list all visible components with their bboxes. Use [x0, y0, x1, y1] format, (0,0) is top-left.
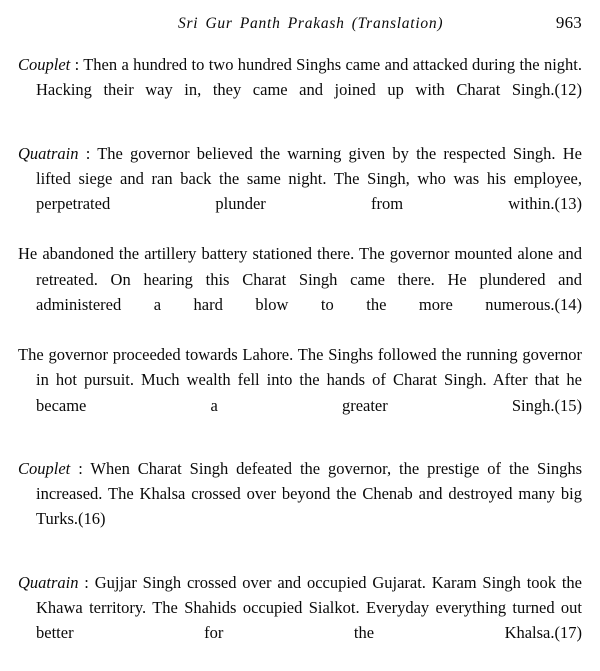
verse-paragraph	[18, 570, 582, 671]
page-number: 963	[555, 13, 582, 32]
verse-label-separator: :	[78, 143, 98, 163]
verse-paragraph	[18, 241, 582, 342]
verse-text: He abandoned the artillery battery stationed there. The governor mounted alone and retreated. On hearing this Charat Singh came there. He plundered and administered a hard blow to the more numerous.(14)	[18, 244, 582, 314]
verse-text: When Charat Singh defeated the governor, the prestige of the Singhs increased. The Khalsa crossed over beyond the Chenab and destroyed many big Turks.(16)	[36, 459, 582, 529]
verse-text: The governor proceeded towards Lahore. The Singhs followed the running governor in hot pursuit. Much wealth fell into the hands of Charat Singh. After that he became a greater Singh.(15)	[18, 345, 582, 415]
body-text-block	[18, 52, 582, 671]
running-head	[18, 13, 582, 37]
verse-label-separator: :	[78, 572, 95, 592]
verse-paragraph	[18, 342, 582, 443]
verse-label: Couplet	[18, 459, 71, 479]
verse-label: Quatrain	[18, 572, 79, 592]
verse-text: Then a hundred to two hundred Singhs came and attacked during the night. Hacking their way in, they came and joined up with Charat Singh.(12)	[36, 55, 582, 100]
verse-text: The governor believed the warning given by the respected Singh. He lifted siege and ran back the same night. The Singh, who was his employee, perpetrated plunder from within.(13)	[36, 143, 582, 214]
verse-paragraph	[18, 456, 582, 557]
verse-label-separator: :	[70, 459, 91, 479]
verse-paragraph	[18, 52, 582, 128]
verse-paragraph	[18, 141, 582, 242]
verse-label-separator: :	[70, 55, 84, 74]
verse-label: Quatrain	[18, 143, 79, 163]
verse-label: Couplet	[18, 55, 71, 74]
running-head-title: Sri Gur Panth Prakash (Translation)	[178, 15, 444, 32]
verse-text: Gujjar Singh crossed over and occupied Gujarat. Karam Singh took the Khawa territory. The Shahids occupied Sialkot. Everyday everything turned out better for the Khalsa.(17)	[36, 572, 582, 643]
